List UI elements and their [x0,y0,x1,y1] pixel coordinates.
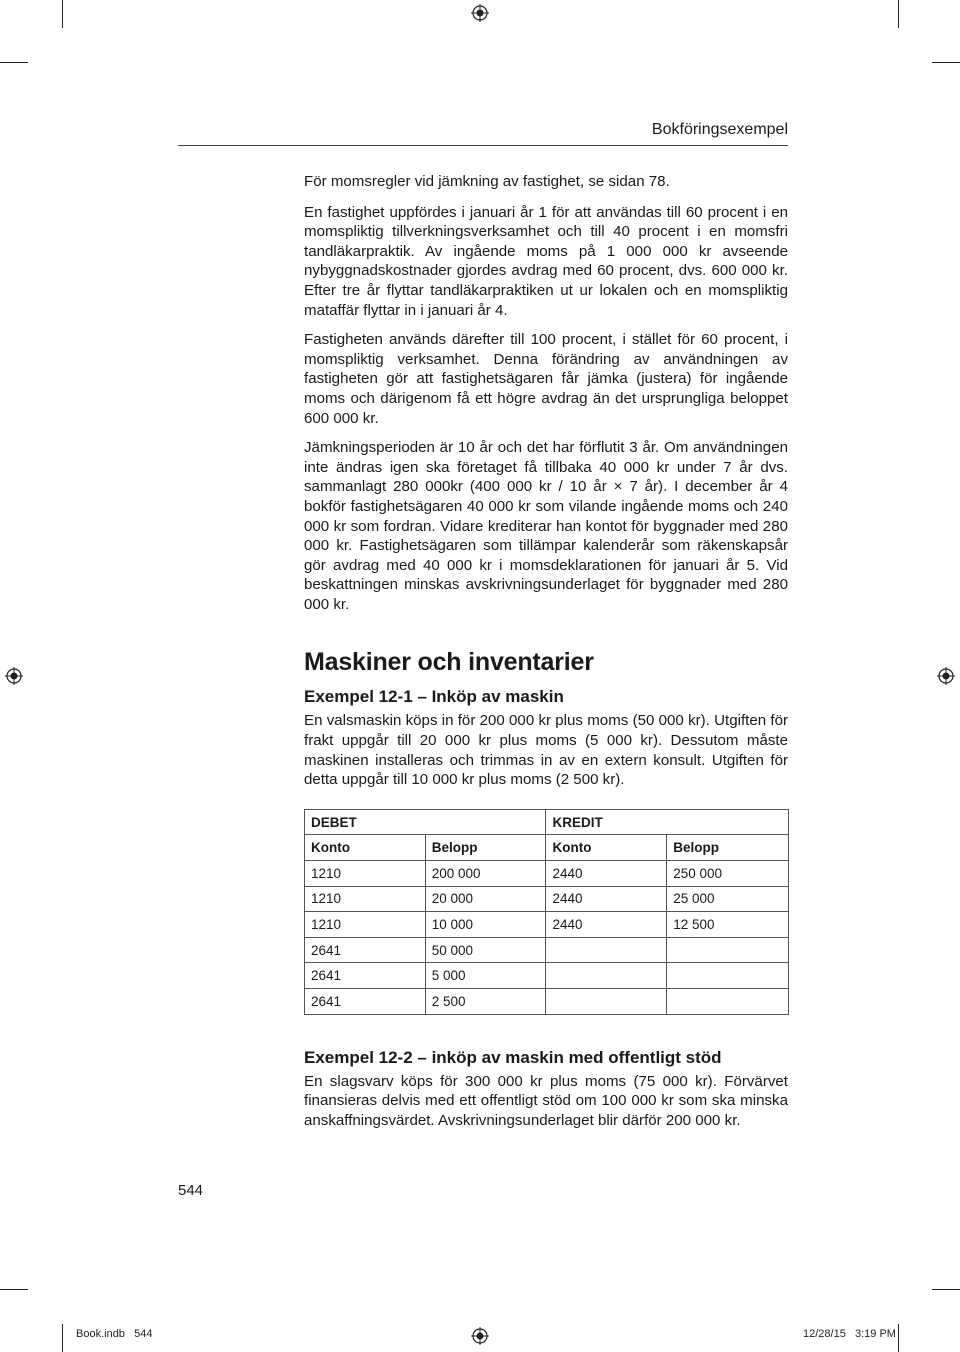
registration-mark-icon [937,667,955,685]
table-cell: 2 500 [425,989,546,1015]
registration-mark-icon [471,4,489,22]
header-rule [178,145,788,146]
table-row [305,861,789,887]
crop-mark [0,62,28,63]
slug-filename: Book.indb [76,1328,125,1340]
ledger-table [304,809,789,1015]
example-text: En slagsvarv köps för 300 000 kr plus moms (75 000 kr). Förvärvet finansieras delvis med ett offentligt stöd om 100 000 kr som ska minska anskaffningsvärdet. Avskrivningsunderlaget blir därför 200 000 kr. [304,1072,788,1129]
table-cell: 2641 [305,937,426,963]
table-column-row [305,835,789,861]
table-cell: 20 000 [425,886,546,912]
section-heading: Maskiner och inventarier [304,648,594,677]
table-cell: 250 000 [667,861,789,887]
table-cell: 12 500 [667,912,789,938]
table-cell: 2440 [546,861,667,887]
table-row [305,886,789,912]
table-header-row [305,809,789,835]
crop-mark [932,62,960,63]
crop-mark [62,1324,63,1352]
table-cell [667,963,789,989]
slug-date: 12/28/15 [803,1328,846,1340]
table-cell [546,963,667,989]
crop-mark [898,0,899,28]
table-row [305,963,789,989]
table-cell [546,989,667,1015]
running-header: Bokföringsexempel [651,121,788,138]
table-cell: 1210 [305,912,426,938]
table-cell: 1210 [305,886,426,912]
crop-mark [898,1324,899,1352]
column-header: Konto [305,835,426,861]
slug-datetime [803,1328,896,1340]
body-paragraph: En fastighet uppfördes i januari år 1 för att användas till 60 procent i en momspliktig tillverkningsverksamhet och till 40 procent i en momsfri tandläkarpraktik. Av ingående moms på 1 000 000 kr avseende nybyggnadskostnader gjordes avdrag med 60 procent, dvs. 600 000 kr. Efter tre år flyttar tandläkarpraktiken ut ur lokalen och en momspliktig mataffär flyttar in i januari år 4. [304,203,788,319]
table-cell: 2641 [305,963,426,989]
body-paragraph: Jämkningsperioden är 10 år och det har förflutit 3 år. Om användningen inte ändras igen ska företaget få tillbaka 40 000 kr under 7 år dvs. sammanlagt 280 000kr (400 000 kr / 10 år × 7 år). I december år 4 bokför fastighetsägaren 40 000 kr som vilande ingående moms och 240 000 kr som fordran. Vidare krediterar han kontot för byggnader med 280 000 kr. Fastighetsägaren som tillämpar kalenderår som räkenskapsår gör avdrag med 40 000 kr i momsdeklarationen för januari år 5. Vid beskattningen minskas avskrivningsunderlaget för byggnader med 280 000 kr. [304,439,788,613]
table-row [305,989,789,1015]
registration-mark-icon [471,1327,489,1345]
table-cell: 200 000 [425,861,546,887]
table-cell: 25 000 [667,886,789,912]
example-text: En valsmaskin köps in för 200 000 kr plus moms (50 000 kr). Utgiften för frakt uppgår till 20 000 kr plus moms (5 000 kr). Dessutom måste maskinen installeras och trimmas in av en extern konsult. Utgiften för detta uppgår till 10 000 kr plus moms (2 500 kr). [304,712,788,789]
table-cell: 50 000 [425,937,546,963]
example-heading: Exempel 12-2 – inköp av maskin med offentligt stöd [304,1047,722,1067]
crop-mark [0,1289,28,1290]
page-content [304,172,788,1140]
table-cell: 2440 [546,912,667,938]
debet-header: DEBET [305,809,546,835]
intro-note: För momsregler vid jämkning av fastighet, se sidan 78. [304,173,670,190]
registration-mark-icon [5,667,23,685]
crop-mark [932,1289,960,1290]
column-header: Konto [546,835,667,861]
page-number: 544 [178,1182,204,1199]
slug-file [76,1328,152,1340]
slug-time: 3:19 PM [855,1328,896,1340]
table-cell [546,937,667,963]
table-row [305,912,789,938]
table-row [305,937,789,963]
table-cell: 2641 [305,989,426,1015]
body-paragraph: Fastigheten används därefter till 100 procent, i stället för 60 procent, i momspliktig verksamhet. Denna förändring av användningen av fastigheten gör att fastighetsägaren får jämka (justera) för ingående moms och därigenom få ett högre avdrag än det ursprungliga beloppet 600 000 kr. [304,331,788,427]
column-header: Belopp [425,835,546,861]
crop-mark [62,0,63,28]
table-cell: 1210 [305,861,426,887]
example-heading: Exempel 12-1 – Inköp av maskin [304,687,564,707]
table-cell [667,937,789,963]
slug-page: 544 [134,1328,153,1340]
kredit-header: KREDIT [546,809,789,835]
table-cell: 2440 [546,886,667,912]
table-cell: 10 000 [425,912,546,938]
column-header: Belopp [667,835,789,861]
table-cell: 5 000 [425,963,546,989]
table-cell [667,989,789,1015]
